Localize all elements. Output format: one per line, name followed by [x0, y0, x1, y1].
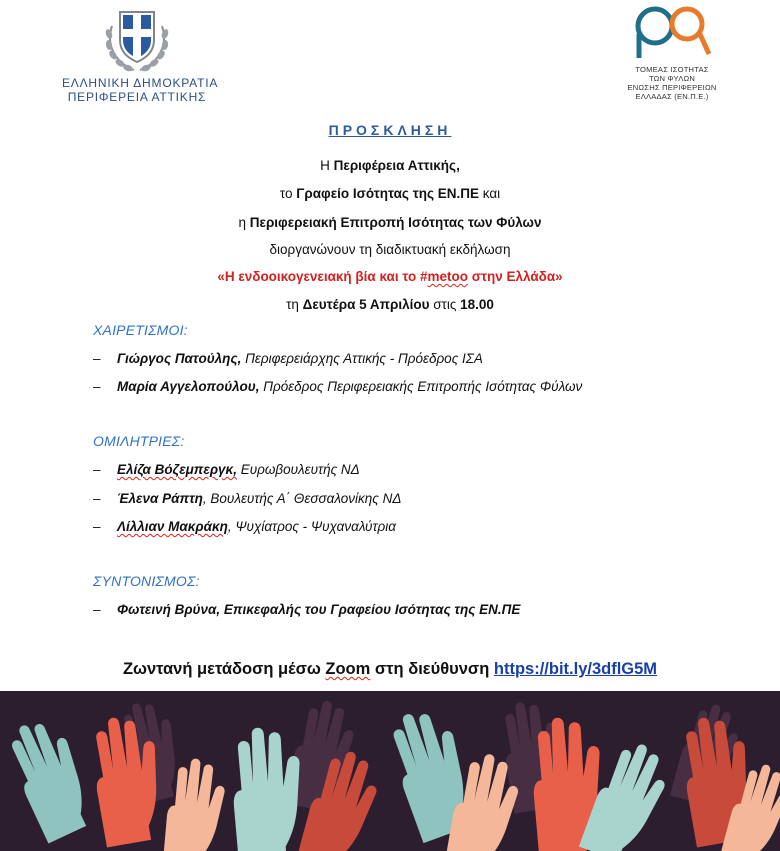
gender-equality-circles-icon [631, 2, 713, 60]
zoom-link[interactable]: https://bit.ly/3dflG5M [493, 660, 658, 678]
bullet-dash: – [93, 519, 101, 534]
logo-text-line3: ΕΝΩΣΗΣ ΠΕΡΙΦΕΡΕΙΩΝ [627, 83, 717, 92]
region-attica-logo [62, 4, 219, 104]
list-item [93, 519, 396, 534]
event-date: Δευτέρα 5 Απριλίου [302, 297, 430, 312]
person-name: Ελίζα Βόζεμπεργκ, [117, 462, 237, 477]
logo-text-line2: ΠΕΡΙΦΕΡΕΙΑ ΑΤΤΙΚΗΣ [67, 90, 207, 104]
person-name: Φωτεινή Βρύνα, Επικεφαλής του Γραφείου Ισότητας της ΕΝ.ΠΕ [117, 602, 521, 617]
event-title-hashtag: metoo [427, 269, 468, 284]
bullet-dash: – [93, 491, 101, 506]
intro-line-2 [0, 186, 780, 201]
raised-hands-banner [0, 691, 780, 851]
intro-text: το [279, 186, 297, 201]
event-date-line [0, 297, 780, 312]
raised-hands-illustration [0, 691, 780, 851]
invitation-title: ΠΡΟΣΚΛΗΣΗ [328, 122, 452, 138]
person-name: Γιώργος Πατούλης, [117, 351, 242, 366]
coordination-heading: ΣΥΝΤΟΝΙΣΜΟΣ: [93, 573, 200, 589]
live-stream-line [0, 660, 780, 679]
date-text: στις [429, 297, 461, 312]
person-role: , Ψυχίατρος - Ψυχαναλύτρια [227, 519, 396, 534]
organizer-office: Γραφείο Ισότητας της ΕΝ.ΠΕ [296, 186, 479, 201]
organizer-committee: Περιφερειακή Επιτροπή Ισότητας των Φύλων [249, 215, 542, 230]
greek-coat-of-arms-icon [100, 4, 174, 76]
list-item [93, 602, 520, 617]
bullet-dash: – [93, 351, 101, 366]
event-time: 18.00 [460, 297, 494, 312]
organizer-region: Περιφέρεια Αττικής, [333, 158, 460, 173]
live-text: Ζωντανή μετάδοση μέσω [122, 660, 326, 678]
intro-text: Η [320, 158, 334, 173]
bullet-dash: – [93, 602, 101, 617]
person-role: Πρόεδρος Περιφερειακής Επιτροπής Ισότητας Φύλων [259, 379, 583, 394]
list-item [93, 379, 582, 394]
gender-equality-logo [622, 2, 722, 101]
person-role: Ευρωβουλευτής ΝΔ [236, 462, 360, 477]
bullet-dash: – [93, 462, 101, 477]
person-role: , Βουλευτής Α΄ Θεσσαλονίκης ΝΔ [202, 491, 402, 506]
intro-line-3 [0, 215, 780, 230]
logo-text-line1: ΕΛΛΗΝΙΚΗ ΔΗΜΟΚΡΑΤΙΑ [62, 76, 219, 90]
date-text: τη [286, 297, 303, 312]
event-title-line [0, 269, 780, 284]
speakers-heading: ΟΜΙΛΗΤΡΙΕΣ: [93, 433, 185, 449]
logo-text-line1: ΤΟΜΕΑΣ ΙΣΟΤΗΤΑΣ [635, 65, 709, 74]
intro-line-4: διοργανώνουν τη διαδικτυακή εκδήλωση [269, 242, 511, 257]
live-platform: Zoom [325, 660, 371, 678]
intro-text: και [479, 186, 501, 201]
person-name: Λίλλιαν Μακράκη [117, 519, 228, 534]
logo-text-line4: ΕΛΛΑΔΑΣ (ΕΝ.Π.Ε.) [635, 92, 709, 101]
event-title-part: «Η ενδοοικογενειακή βία και το # [217, 269, 428, 284]
person-name: Έλενα Ράπτη [117, 491, 203, 506]
intro-line-1 [0, 158, 780, 173]
list-item [93, 351, 483, 366]
event-title [217, 269, 562, 284]
intro-text: η [238, 215, 250, 230]
event-title-part: στην Ελλάδα» [468, 269, 563, 284]
person-name: Μαρία Αγγελοπούλου, [117, 379, 260, 394]
bullet-dash: – [93, 379, 101, 394]
live-text: στη διεύθυνση [370, 660, 494, 678]
list-item [93, 491, 401, 506]
header [0, 0, 780, 115]
greetings-heading: ΧΑΙΡΕΤΙΣΜΟΙ: [93, 322, 188, 338]
list-item [93, 462, 360, 477]
person-role: Περιφερειάρχης Αττικής - Πρόεδρος ΙΣΑ [241, 351, 483, 366]
logo-text-line2: ΤΩΝ ΦΥΛΩΝ [648, 74, 696, 83]
